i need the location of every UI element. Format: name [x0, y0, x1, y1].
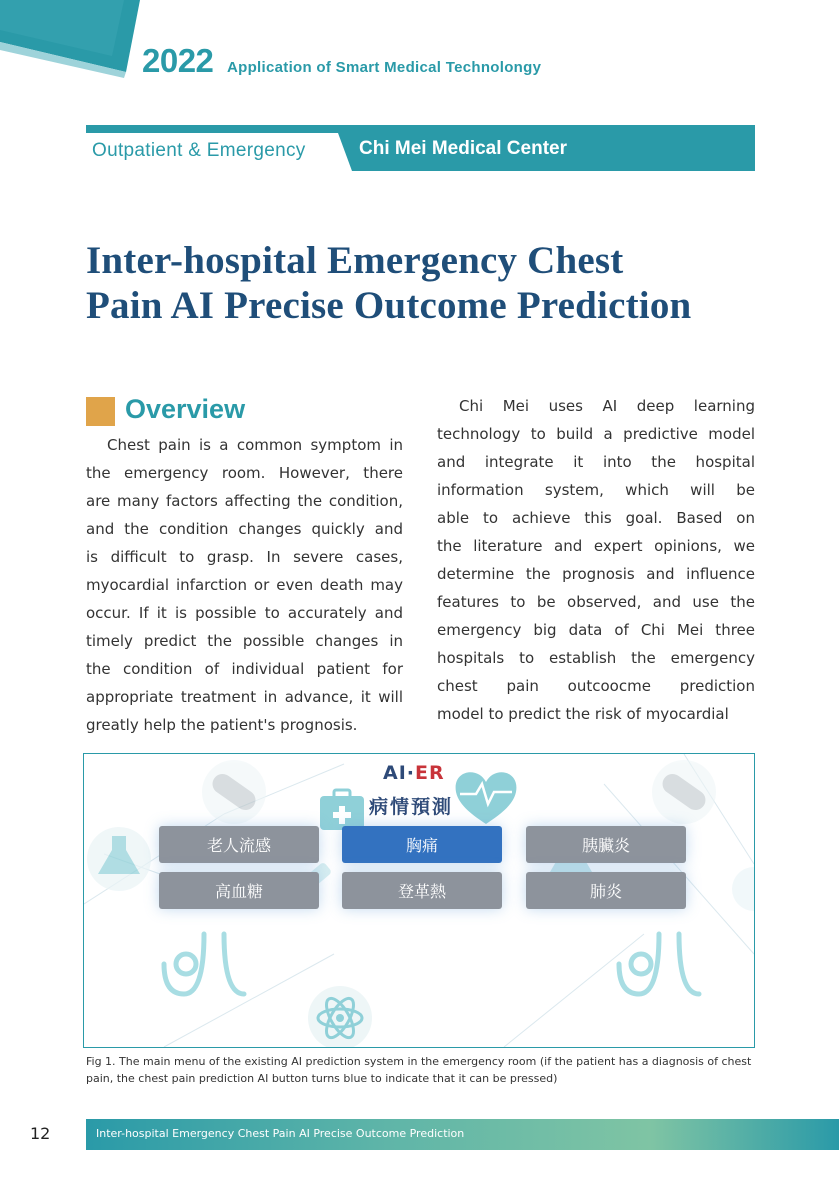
figure-caption: Fig 1. The main menu of the existing AI prediction system in the emergency room (if the patient has a diagnosis of chest pain, the chest pain prediction AI button turns blue to indicate that it can be pressed): [86, 1055, 752, 1085]
footer-running-title: Inter-hospital Emergency Chest Pain AI Precise Outcome Prediction: [96, 1127, 465, 1140]
paragraph-line: and the condition changes quickly and: [86, 520, 403, 538]
page-number: 12: [30, 1124, 51, 1143]
heart-pulse-icon: [456, 772, 517, 824]
app-name-suffix: ER: [415, 762, 445, 784]
paragraph-line: and integrate it into the hospital: [437, 453, 755, 471]
prediction-button[interactable]: 老人流感: [159, 826, 319, 863]
overview-paragraph-right: [437, 392, 755, 728]
stethoscope-icon: [619, 934, 699, 994]
article-title-line-2: Pain AI Precise Outcome Prediction: [86, 284, 692, 327]
paragraph-line: appropriate treatment in advance, it will: [86, 688, 403, 706]
pill-icon: [652, 760, 716, 824]
paragraph-line: hospitals to establish the emergency: [437, 649, 755, 667]
paragraph-line: timely predict the possible changes in: [86, 632, 403, 650]
paragraph-line: the condition of individual patient for: [86, 660, 403, 678]
prediction-button[interactable]: 胸痛: [342, 826, 502, 863]
flask-icon: [87, 827, 151, 891]
app-subtitle: 病情預測: [369, 796, 454, 818]
paragraph-line: technology to build a predictive model: [437, 425, 755, 443]
atom-icon: [308, 986, 372, 1047]
prediction-button[interactable]: 登革熱: [342, 872, 502, 909]
paragraph-line: is difficult to grasp. In severe cases,: [86, 548, 403, 566]
app-name: [383, 762, 445, 784]
prediction-button[interactable]: 肺炎: [526, 872, 686, 909]
paragraph-line: myocardial infarction or even death may: [86, 576, 403, 594]
paragraph-line: Chi Mei uses AI deep learning: [459, 397, 755, 415]
paragraph-line: model to predict the risk of myocardial: [437, 705, 729, 723]
header-corner-decoration: [0, 0, 140, 80]
header-year: 2022: [142, 42, 214, 79]
paragraph-line: information system, which will be: [437, 481, 755, 499]
paragraph-line: determine the prognosis and influence: [437, 565, 755, 583]
paragraph-line: features to be observed, and use the: [437, 593, 755, 611]
paragraph-line: are many factors affecting the condition,: [86, 492, 403, 510]
paragraph-line: able to achieve this goal. Based on: [437, 509, 755, 527]
paragraph-line: Chest pain is a common symptom in: [107, 436, 403, 454]
paragraph-line: the literature and expert opinions, we: [437, 537, 755, 555]
figure-ai-menu: [83, 753, 755, 1048]
category-institution-label: Chi Mei Medical Center: [359, 138, 567, 159]
header-subtitle: Application of Smart Medical Technolongy: [227, 59, 542, 76]
paragraph-line: greatly help the patient's prognosis.: [86, 716, 358, 734]
overview-paragraph-left: [86, 431, 403, 739]
category-section-label: Outpatient & Emergency: [92, 140, 306, 161]
pill-icon: [202, 760, 266, 824]
section-heading: Overview: [125, 394, 246, 424]
article-title: [86, 238, 786, 328]
stethoscope-icon: [164, 934, 244, 994]
paragraph-line: emergency big data of Chi Mei three: [437, 621, 755, 639]
prediction-button[interactable]: 高血糖: [159, 872, 319, 909]
app-name-prefix: AI·: [383, 762, 415, 784]
prediction-button[interactable]: 胰臟炎: [526, 826, 686, 863]
article-title-line-1: Inter-hospital Emergency Chest: [86, 239, 624, 282]
paragraph-line: chest pain outcoocme prediction: [437, 677, 755, 695]
flask-icon: [732, 867, 754, 911]
first-aid-kit-icon: [320, 790, 364, 830]
section-marker-icon: [86, 397, 115, 426]
paragraph-line: occur. If it is possible to accurately and: [86, 604, 403, 622]
paragraph-line: the emergency room. However, there: [86, 464, 403, 482]
